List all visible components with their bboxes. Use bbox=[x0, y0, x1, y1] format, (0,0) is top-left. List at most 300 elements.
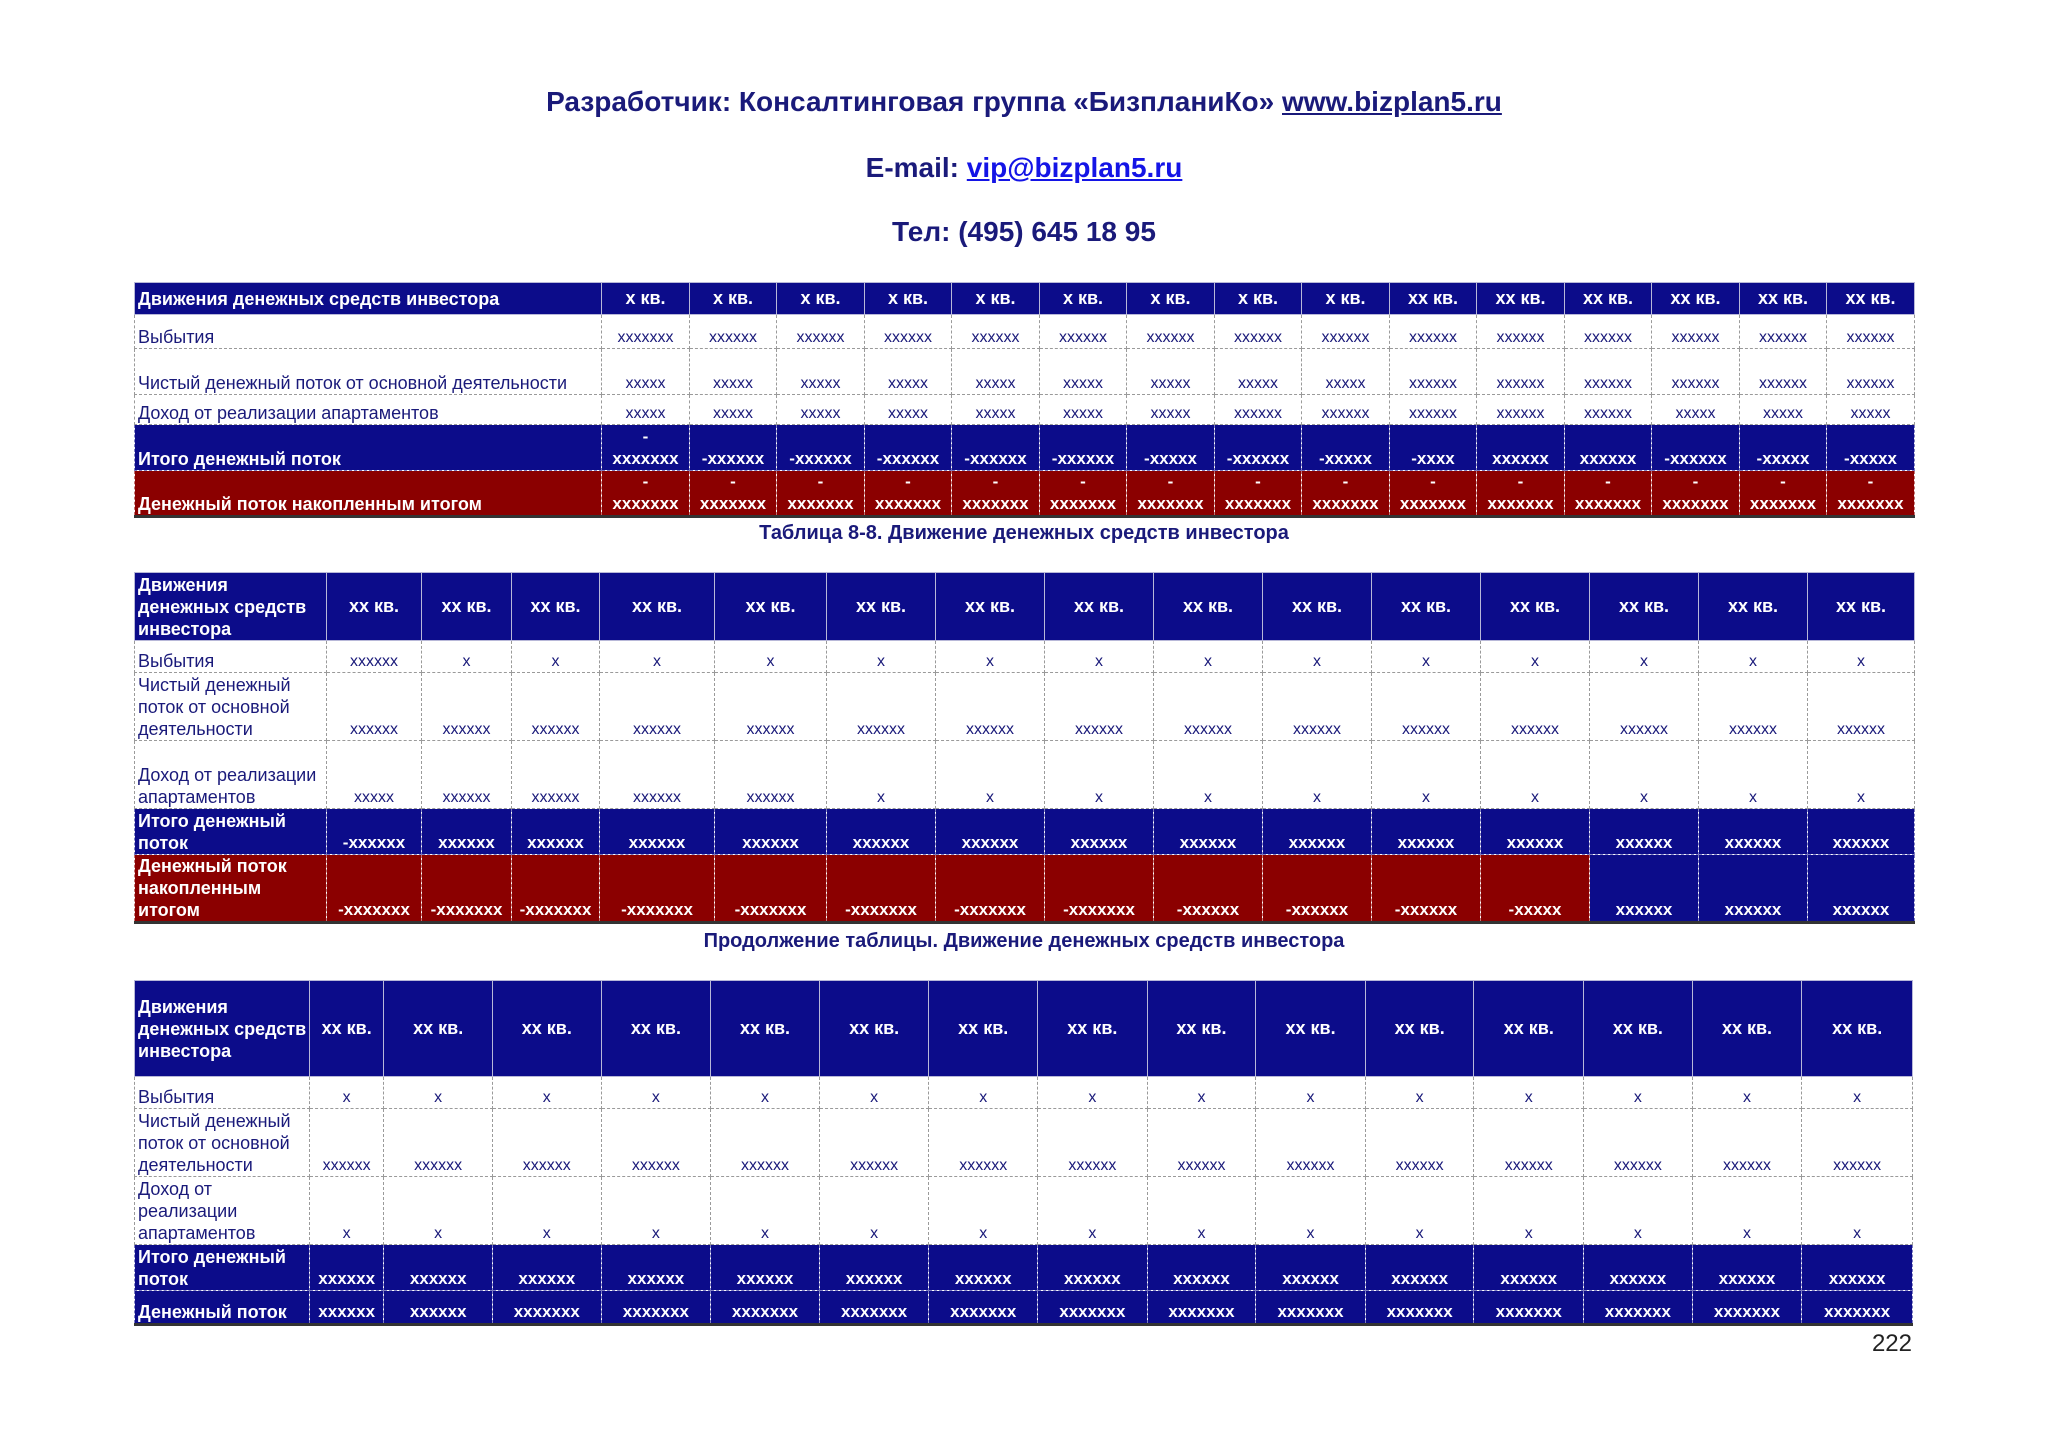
value-cell: ххххххх bbox=[1474, 1291, 1584, 1325]
value-cell: - ххххххх bbox=[690, 471, 777, 517]
value-cell: ххххххх bbox=[1365, 1291, 1474, 1325]
value-cell: хххххх bbox=[1827, 349, 1915, 395]
period-header-cell: хх кв. bbox=[1154, 573, 1263, 641]
value-cell: хххххх bbox=[1477, 315, 1565, 349]
table-row bbox=[135, 641, 1915, 673]
value-cell: хххххх bbox=[309, 1291, 383, 1325]
developer-line bbox=[0, 86, 2048, 118]
table-row bbox=[135, 315, 1915, 349]
value-cell: х bbox=[309, 1077, 383, 1109]
table-row bbox=[135, 1109, 1913, 1177]
value-cell: хххххх bbox=[600, 809, 715, 855]
value-cell: -ххххх bbox=[1481, 855, 1590, 923]
value-cell: х bbox=[1590, 741, 1699, 809]
value-cell: ххххххх bbox=[1692, 1291, 1802, 1325]
value-cell: хххххх bbox=[1477, 425, 1565, 471]
value-cell: хххххх bbox=[777, 315, 865, 349]
value-cell: -хххххх bbox=[327, 809, 422, 855]
table-row bbox=[135, 471, 1915, 517]
value-cell: хххххх bbox=[1147, 1109, 1256, 1177]
value-cell: хххххх bbox=[1045, 673, 1154, 741]
value-cell: хххххх bbox=[422, 741, 512, 809]
value-cell: хххххх bbox=[1365, 1245, 1474, 1291]
value-cell: -ххххх bbox=[1302, 425, 1390, 471]
period-header-cell: хх кв. bbox=[309, 981, 383, 1077]
value-cell: хххххх bbox=[1808, 855, 1915, 923]
value-cell: хххххх bbox=[512, 809, 600, 855]
value-cell: хххххх bbox=[1565, 349, 1652, 395]
value-cell: ххххх bbox=[1127, 349, 1215, 395]
period-header-cell: хх кв. bbox=[1802, 981, 1913, 1077]
value-cell: -хххххх bbox=[1652, 425, 1740, 471]
value-cell: х bbox=[1256, 1177, 1366, 1245]
value-cell: ххххх bbox=[1652, 395, 1740, 425]
value-cell: хххххх bbox=[1584, 1109, 1693, 1177]
row-label: Чистый денежный поток от основной деятельности bbox=[135, 1109, 310, 1177]
value-cell: х bbox=[1584, 1077, 1693, 1109]
period-header-cell: х кв. bbox=[777, 283, 865, 315]
table-row bbox=[135, 349, 1915, 395]
value-cell: хххххх bbox=[601, 1245, 711, 1291]
value-cell: х bbox=[929, 1077, 1038, 1109]
period-header-cell: хх кв. bbox=[1263, 573, 1372, 641]
investor-cashflow-table-3 bbox=[134, 980, 1913, 1326]
investor-cashflow-table-1 bbox=[134, 282, 1915, 518]
value-cell: - ххххххх bbox=[1740, 471, 1827, 517]
value-cell: хххххх bbox=[512, 741, 600, 809]
value-cell: х bbox=[1699, 641, 1808, 673]
period-header-cell: хх кв. bbox=[601, 981, 711, 1077]
value-cell: х bbox=[1481, 641, 1590, 673]
value-cell: хххххх bbox=[827, 673, 936, 741]
value-cell: ххххх bbox=[865, 395, 952, 425]
value-cell: - ххххххх bbox=[777, 471, 865, 517]
value-cell: хххххх bbox=[1263, 809, 1372, 855]
value-cell: хххххх bbox=[309, 1245, 383, 1291]
value-cell: х bbox=[715, 641, 827, 673]
value-cell: хххххх bbox=[1365, 1109, 1474, 1177]
value-cell: хххххх bbox=[1565, 425, 1652, 471]
value-cell: - ххххххх bbox=[602, 471, 690, 517]
period-header-cell: х кв. bbox=[1215, 283, 1302, 315]
value-cell: хххххх bbox=[1154, 673, 1263, 741]
period-header-cell: хх кв. bbox=[819, 981, 929, 1077]
value-cell: х bbox=[1584, 1177, 1693, 1245]
value-cell: хххххх bbox=[929, 1245, 1038, 1291]
value-cell: хххххх bbox=[1477, 395, 1565, 425]
value-cell: х bbox=[1256, 1077, 1366, 1109]
table-row bbox=[135, 855, 1915, 923]
value-cell: хххххх bbox=[512, 673, 600, 741]
value-cell: ххххх bbox=[602, 349, 690, 395]
value-cell: х bbox=[512, 641, 600, 673]
email-line bbox=[0, 152, 2048, 184]
value-cell: х bbox=[384, 1077, 493, 1109]
value-cell: хххххх bbox=[1477, 349, 1565, 395]
value-cell: хххххх bbox=[1827, 315, 1915, 349]
value-cell: хххххх bbox=[1045, 809, 1154, 855]
period-header-cell: х кв. bbox=[602, 283, 690, 315]
period-header-cell: хх кв. bbox=[1827, 283, 1915, 315]
value-cell: х bbox=[309, 1177, 383, 1245]
value-cell: хххххх bbox=[1256, 1109, 1366, 1177]
period-header-cell: хх кв. bbox=[1652, 283, 1740, 315]
value-cell: хххххх bbox=[1584, 1245, 1693, 1291]
page-number: 222 bbox=[1871, 1330, 1912, 1357]
value-cell: ххххххх bbox=[601, 1291, 711, 1325]
value-cell: х bbox=[1692, 1177, 1802, 1245]
row-label: Итого денежный поток bbox=[135, 1245, 310, 1291]
email-link[interactable]: vip@bizplan5.ru bbox=[966, 152, 1183, 183]
developer-url-link[interactable]: www.bizplan5.ru bbox=[1282, 86, 1502, 117]
value-cell: хххххх bbox=[1481, 809, 1590, 855]
value-cell: - ххххххх bbox=[952, 471, 1040, 517]
value-cell: -хххххх bbox=[1263, 855, 1372, 923]
row-label: Доход от реализации апартаментов bbox=[135, 1177, 310, 1245]
value-cell: х bbox=[1590, 641, 1699, 673]
value-cell: х bbox=[1045, 741, 1154, 809]
value-cell: х bbox=[1474, 1077, 1584, 1109]
period-header-cell: хх кв. bbox=[384, 981, 493, 1077]
value-cell: ххххх bbox=[1827, 395, 1915, 425]
value-cell: хххххх bbox=[1372, 809, 1481, 855]
value-cell: -хххххх bbox=[1215, 425, 1302, 471]
value-cell: хххххх bbox=[819, 1109, 929, 1177]
value-cell: ххххххх bbox=[1256, 1291, 1366, 1325]
value-cell: -ххххххх bbox=[422, 855, 512, 923]
value-cell: хххххх bbox=[327, 673, 422, 741]
value-cell: -ххххххх bbox=[600, 855, 715, 923]
value-cell: ххххххх bbox=[492, 1291, 601, 1325]
value-cell: хххххх bbox=[711, 1245, 820, 1291]
table-row bbox=[135, 809, 1915, 855]
value-cell: х bbox=[492, 1077, 601, 1109]
table-row bbox=[135, 1291, 1913, 1325]
table-row bbox=[135, 1245, 1913, 1291]
table-caption-2: Продолжение таблицы. Движение денежных средств инвестора bbox=[703, 930, 1345, 952]
value-cell: хххххх bbox=[384, 1245, 493, 1291]
value-cell: -хххххх bbox=[777, 425, 865, 471]
value-cell: х bbox=[601, 1077, 711, 1109]
row-label: Денежный поток накопленным итогом bbox=[135, 855, 327, 923]
period-header-cell: хх кв. bbox=[1692, 981, 1802, 1077]
table-header-row bbox=[135, 981, 1913, 1077]
period-header-cell: хх кв. bbox=[1808, 573, 1915, 641]
value-cell: ххххх bbox=[690, 349, 777, 395]
value-cell: -хххххх bbox=[690, 425, 777, 471]
value-cell: - ххххххх bbox=[1565, 471, 1652, 517]
row-label: Итого денежный поток bbox=[135, 425, 602, 471]
value-cell: ххххххх bbox=[711, 1291, 820, 1325]
period-header-cell: хх кв. bbox=[1699, 573, 1808, 641]
value-cell: х bbox=[384, 1177, 493, 1245]
value-cell: хххххх bbox=[1692, 1109, 1802, 1177]
value-cell: - ххххххх bbox=[602, 425, 690, 471]
value-cell: -ххххх bbox=[1740, 425, 1827, 471]
period-header-cell: хх кв. bbox=[1372, 573, 1481, 641]
value-cell: хххххх bbox=[422, 809, 512, 855]
value-cell: х bbox=[1365, 1077, 1474, 1109]
table-row bbox=[135, 1177, 1913, 1245]
period-header-cell: хх кв. bbox=[1584, 981, 1693, 1077]
header-label-cell: Движения денежных средств инвестора bbox=[135, 573, 327, 641]
value-cell: хххххх bbox=[1808, 809, 1915, 855]
value-cell: хххххх bbox=[936, 673, 1045, 741]
row-label: Чистый денежный поток от основной деятельности bbox=[135, 349, 602, 395]
value-cell: хххххх bbox=[1652, 315, 1740, 349]
email-label: E-mail: bbox=[865, 152, 959, 183]
value-cell: х bbox=[1692, 1077, 1802, 1109]
value-cell: хххххх bbox=[1040, 315, 1127, 349]
value-cell: хххххх bbox=[929, 1109, 1038, 1177]
value-cell: х bbox=[827, 641, 936, 673]
value-cell: хххххх bbox=[1802, 1109, 1913, 1177]
value-cell: х bbox=[819, 1077, 929, 1109]
value-cell: х bbox=[1154, 741, 1263, 809]
period-header-cell: хх кв. bbox=[715, 573, 827, 641]
value-cell: х bbox=[492, 1177, 601, 1245]
value-cell: х bbox=[1038, 1077, 1148, 1109]
developer-prefix: Разработчик: Консалтинговая группа «БизпланиКо» bbox=[546, 86, 1275, 117]
header-label-cell: Движения денежных средств инвестора bbox=[135, 283, 602, 315]
value-cell: - ххххххх bbox=[1390, 471, 1477, 517]
period-header-cell: хх кв. bbox=[1365, 981, 1474, 1077]
value-cell: - ххххххх bbox=[1215, 471, 1302, 517]
value-cell: -ххххххх bbox=[936, 855, 1045, 923]
value-cell: -хххххх bbox=[865, 425, 952, 471]
value-cell: х bbox=[1147, 1177, 1256, 1245]
value-cell: х bbox=[1808, 641, 1915, 673]
row-label: Доход от реализации апартаментов bbox=[135, 395, 602, 425]
value-cell: - ххххххх bbox=[1127, 471, 1215, 517]
period-header-cell: х кв. bbox=[952, 283, 1040, 315]
value-cell: хххххх bbox=[1390, 349, 1477, 395]
period-header-cell: х кв. bbox=[690, 283, 777, 315]
value-cell: х bbox=[1045, 641, 1154, 673]
value-cell: ххххх bbox=[602, 395, 690, 425]
value-cell: хххххх bbox=[936, 809, 1045, 855]
value-cell: х bbox=[929, 1177, 1038, 1245]
value-cell: хххххх bbox=[711, 1109, 820, 1177]
value-cell: хххххх bbox=[492, 1245, 601, 1291]
value-cell: -хххх bbox=[1390, 425, 1477, 471]
period-header-cell: хх кв. bbox=[1740, 283, 1827, 315]
table-header-row bbox=[135, 283, 1915, 315]
period-header-cell: хх кв. bbox=[327, 573, 422, 641]
period-header-cell: хх кв. bbox=[1565, 283, 1652, 315]
value-cell: ххххх bbox=[1215, 349, 1302, 395]
value-cell: хххххх bbox=[422, 673, 512, 741]
value-cell: хххххх bbox=[1652, 349, 1740, 395]
value-cell: ххххххх bbox=[1584, 1291, 1693, 1325]
value-cell: хххххх bbox=[384, 1109, 493, 1177]
value-cell: хххххх bbox=[1802, 1245, 1913, 1291]
table-row bbox=[135, 425, 1915, 471]
value-cell: хххххх bbox=[384, 1291, 493, 1325]
period-header-cell: хх кв. bbox=[1481, 573, 1590, 641]
row-label: Денежный поток накопленным итогом bbox=[135, 471, 602, 517]
value-cell: хххххх bbox=[1699, 809, 1808, 855]
value-cell: -ххххх bbox=[1127, 425, 1215, 471]
value-cell: х bbox=[1802, 1077, 1913, 1109]
value-cell: хххххх bbox=[865, 315, 952, 349]
value-cell: хххххх bbox=[952, 315, 1040, 349]
value-cell: -ххххххх bbox=[512, 855, 600, 923]
value-cell: х bbox=[601, 1177, 711, 1245]
value-cell: хххххх bbox=[1263, 673, 1372, 741]
value-cell: ххххххх bbox=[1802, 1291, 1913, 1325]
value-cell: хххххх bbox=[1256, 1245, 1366, 1291]
value-cell: -ххххххх bbox=[327, 855, 422, 923]
table-header-row bbox=[135, 573, 1915, 641]
period-header-cell: хх кв. bbox=[1038, 981, 1148, 1077]
value-cell: ххххххх bbox=[1147, 1291, 1256, 1325]
value-cell: хххххх bbox=[1038, 1109, 1148, 1177]
value-cell: хххххх bbox=[715, 673, 827, 741]
value-cell: хххххх bbox=[1474, 1245, 1584, 1291]
value-cell: хххххх bbox=[1699, 855, 1808, 923]
value-cell: ххххх bbox=[1040, 395, 1127, 425]
value-cell: хххххх bbox=[1565, 395, 1652, 425]
value-cell: хххххх bbox=[1565, 315, 1652, 349]
value-cell: хххххх bbox=[1390, 315, 1477, 349]
table-row bbox=[135, 1077, 1913, 1109]
row-label: Доход от реализации апартаментов bbox=[135, 741, 327, 809]
value-cell: хххххх bbox=[1215, 395, 1302, 425]
value-cell: х bbox=[936, 741, 1045, 809]
period-header-cell: хх кв. bbox=[512, 573, 600, 641]
value-cell: хххххх bbox=[1215, 315, 1302, 349]
value-cell: хххххх bbox=[1808, 673, 1915, 741]
period-header-cell: хх кв. bbox=[1045, 573, 1154, 641]
value-cell: х bbox=[1147, 1077, 1256, 1109]
value-cell: х bbox=[1481, 741, 1590, 809]
period-header-cell: хх кв. bbox=[492, 981, 601, 1077]
period-header-cell: х кв. bbox=[1127, 283, 1215, 315]
value-cell: х bbox=[1474, 1177, 1584, 1245]
value-cell: хххххх bbox=[600, 673, 715, 741]
value-cell: ххххххх bbox=[929, 1291, 1038, 1325]
value-cell: хххххх bbox=[1692, 1245, 1802, 1291]
value-cell: -ххххххх bbox=[827, 855, 936, 923]
period-header-cell: х кв. bbox=[1302, 283, 1390, 315]
row-label: Итого денежный поток bbox=[135, 809, 327, 855]
value-cell: -хххххх bbox=[1154, 855, 1263, 923]
value-cell: х bbox=[1263, 741, 1372, 809]
period-header-cell: х кв. bbox=[1040, 283, 1127, 315]
value-cell: ххххх bbox=[952, 349, 1040, 395]
value-cell: хххххх bbox=[1481, 673, 1590, 741]
value-cell: х bbox=[827, 741, 936, 809]
value-cell: -хххххх bbox=[952, 425, 1040, 471]
row-label: Денежный поток bbox=[135, 1291, 310, 1325]
value-cell: х bbox=[711, 1077, 820, 1109]
row-label: Выбытия bbox=[135, 315, 602, 349]
value-cell: ххххххх bbox=[602, 315, 690, 349]
value-cell: хххххх bbox=[1740, 349, 1827, 395]
value-cell: хххххх bbox=[309, 1109, 383, 1177]
period-header-cell: хх кв. bbox=[1474, 981, 1584, 1077]
value-cell: х bbox=[1372, 641, 1481, 673]
value-cell: х bbox=[1802, 1177, 1913, 1245]
value-cell: хххххх bbox=[1590, 855, 1699, 923]
period-header-cell: хх кв. bbox=[1477, 283, 1565, 315]
header-label-cell: Движения денежных средств инвестора bbox=[135, 981, 310, 1077]
value-cell: - ххххххх bbox=[1827, 471, 1915, 517]
value-cell: -хххххх bbox=[1372, 855, 1481, 923]
value-cell: ххххх bbox=[1302, 349, 1390, 395]
period-header-cell: хх кв. bbox=[936, 573, 1045, 641]
value-cell: хххххх bbox=[1474, 1109, 1584, 1177]
period-header-cell: хх кв. bbox=[1147, 981, 1256, 1077]
value-cell: ххххх bbox=[777, 349, 865, 395]
value-cell: хххххх bbox=[600, 741, 715, 809]
value-cell: хххххх bbox=[1590, 673, 1699, 741]
value-cell: х bbox=[1263, 641, 1372, 673]
value-cell: ххххх bbox=[327, 741, 422, 809]
value-cell: ххххх bbox=[865, 349, 952, 395]
value-cell: -ххххххх bbox=[715, 855, 827, 923]
value-cell: - ххххххх bbox=[1652, 471, 1740, 517]
value-cell: ххххх bbox=[952, 395, 1040, 425]
value-cell: -ххххх bbox=[1827, 425, 1915, 471]
value-cell: хххххх bbox=[327, 641, 422, 673]
value-cell: х bbox=[1808, 741, 1915, 809]
value-cell: хххххх bbox=[1302, 315, 1390, 349]
value-cell: ххххххх bbox=[1038, 1291, 1148, 1325]
value-cell: хххххх bbox=[1038, 1245, 1148, 1291]
value-cell: -хххххх bbox=[1040, 425, 1127, 471]
value-cell: х bbox=[1154, 641, 1263, 673]
period-header-cell: хх кв. bbox=[422, 573, 512, 641]
value-cell: хххххх bbox=[819, 1245, 929, 1291]
value-cell: - ххххххх bbox=[865, 471, 952, 517]
value-cell: х bbox=[1699, 741, 1808, 809]
period-header-cell: хх кв. bbox=[711, 981, 820, 1077]
value-cell: ххххх bbox=[690, 395, 777, 425]
value-cell: хххххх bbox=[1740, 315, 1827, 349]
value-cell: ххххххх bbox=[819, 1291, 929, 1325]
value-cell: хххххх bbox=[1372, 673, 1481, 741]
value-cell: хххххх bbox=[1154, 809, 1263, 855]
value-cell: х bbox=[936, 641, 1045, 673]
value-cell: - ххххххх bbox=[1040, 471, 1127, 517]
period-header-cell: хх кв. bbox=[1256, 981, 1366, 1077]
row-label: Чистый денежный поток от основной деятельности bbox=[135, 673, 327, 741]
value-cell: х bbox=[600, 641, 715, 673]
value-cell: хххххх bbox=[1147, 1245, 1256, 1291]
value-cell: х bbox=[1038, 1177, 1148, 1245]
value-cell: хххххх bbox=[1127, 315, 1215, 349]
value-cell: -ххххххх bbox=[1045, 855, 1154, 923]
table-row bbox=[135, 741, 1915, 809]
value-cell: х bbox=[1365, 1177, 1474, 1245]
value-cell: хххххх bbox=[827, 809, 936, 855]
value-cell: ххххх bbox=[777, 395, 865, 425]
value-cell: ххххх bbox=[1040, 349, 1127, 395]
value-cell: хххххх bbox=[492, 1109, 601, 1177]
row-label: Выбытия bbox=[135, 1077, 310, 1109]
period-header-cell: хх кв. bbox=[1390, 283, 1477, 315]
value-cell: х bbox=[422, 641, 512, 673]
row-label: Выбытия bbox=[135, 641, 327, 673]
value-cell: х bbox=[819, 1177, 929, 1245]
period-header-cell: хх кв. bbox=[600, 573, 715, 641]
period-header-cell: х кв. bbox=[865, 283, 952, 315]
value-cell: - ххххххх bbox=[1477, 471, 1565, 517]
period-header-cell: хх кв. bbox=[1590, 573, 1699, 641]
value-cell: хххххх bbox=[715, 741, 827, 809]
